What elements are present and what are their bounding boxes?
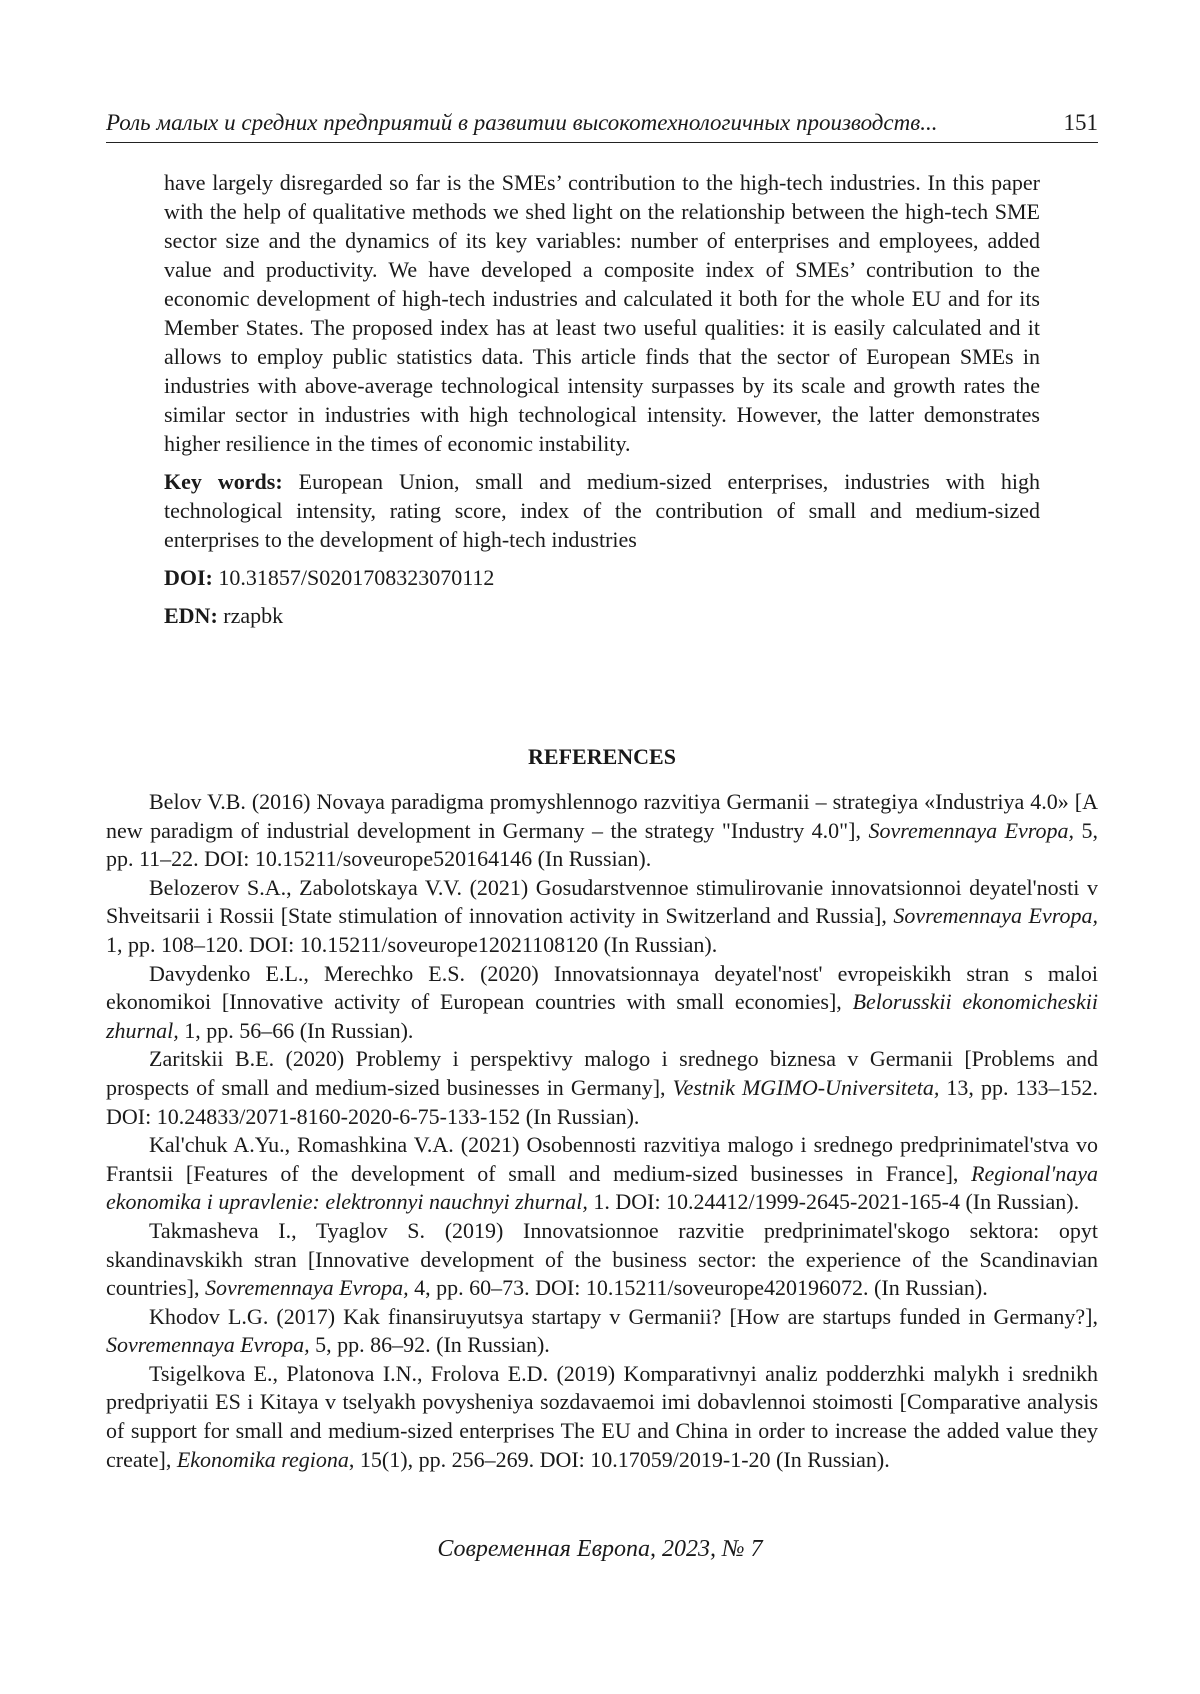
abstract-text: have largely disregarded so far is the SMEs’ contribution to the high-tech industries. In this paper with the help of qualitative methods we shed light on the relationship between the high-tech SME sector size and the dynamics of its key variables: number of enterprises and employees, added value and productivity. We have developed a composite index of SMEs’ contribution to the economic development of high-tech industries and calculated it both for the whole EU and for its Member States. The proposed index has at least two useful qualities: it is easily calculated and it allows to employ public statistics data. This article finds that the sector of European SMEs in industries with above-average technological intensity surpasses by its scale and growth rates the similar sector in industries with high technological intensity. However, the latter demonstrates higher resilience in the times of economic instability. bbox=[164, 170, 1040, 456]
reference-details: 13, pp. 133–152. DOI: 10.24833/2071-8160-2020-6-75-133-152 (In Russian). bbox=[106, 1074, 1098, 1129]
reference-text: Khodov L.G. (2017) Kak finansiruyutsya startapy v Germanii? [How are startups funded in Germany?], bbox=[149, 1303, 1098, 1329]
keywords-label: Key words: bbox=[164, 469, 283, 494]
reference-item bbox=[106, 1303, 1098, 1360]
edn-value: rzapbk bbox=[223, 603, 284, 628]
reference-text: Belozerov S.A., Zabolotskaya V.V. (2021) Gosudarstvennoe stimulirovanie innovatsionnoi deyatel'nosti v Shveitsarii i Rossii [State stimulation of innovation activity in Switzerland and Russia], bbox=[106, 874, 1098, 929]
reference-journal: Ekonomika regiona bbox=[176, 1446, 349, 1472]
journal-footer: Современная Европа, 2023, № 7 bbox=[437, 1536, 763, 1562]
reference-text: Tsigelkova E., Platonova I.N., Frolova E.D. (2019) Komparativnyi analiz podderzhki malykh i srednikh predpriyatii ES i Kitaya v tselyakh povysheniya sozdavaemoi imi dobavlennoi stoimosti [Comparative analysis of support for small and medium-sized enterprises The EU and China in order to increase the added value they create], bbox=[106, 1360, 1098, 1472]
reference-details: 1. DOI: 10.24412/1999-2645-2021-165-4 (In Russian). bbox=[587, 1189, 1080, 1215]
edn bbox=[164, 601, 1040, 630]
doi bbox=[164, 563, 1040, 592]
edn-label: EDN: bbox=[164, 603, 218, 628]
reference-details: 1, pp. 108–120. DOI: 10.15211/soveurope12021108120 (In Russian). bbox=[106, 931, 718, 957]
reference-journal: Sovremennaya Evropa, bbox=[204, 1275, 409, 1301]
reference-text: Belov V.B. (2016) Novaya paradigma promyshlennogo razvitiya Germanii – strategiya «Industriya 4.0» [A new paradigm of industrial development in Germany – the strategy "Industry 4.0"], bbox=[106, 789, 1098, 843]
keywords bbox=[164, 467, 1040, 554]
reference-item bbox=[106, 1131, 1098, 1217]
references-heading: REFERENCES bbox=[528, 744, 676, 769]
doi-value: 10.31857/S0201708323070112 bbox=[218, 565, 495, 590]
page-number: 151 bbox=[1063, 110, 1098, 135]
keywords-text: European Union, small and medium-sized enterprises, industries with high technological intensity, rating score, index of the contribution of small and medium-sized enterprises to the development of high-tech industries bbox=[164, 469, 1041, 552]
reference-item bbox=[106, 1217, 1098, 1303]
reference-item bbox=[106, 874, 1098, 960]
reference-journal: Regional'naya ekonomika i upravlenie: elektronnyi nauchnyi zhurnal, bbox=[106, 1160, 1098, 1215]
reference-details: 5, pp. 11–22. DOI: 10.15211/soveurope520164146 (In Russian). bbox=[106, 817, 1099, 872]
reference-text: Zaritskii B.E. (2020) Problemy i perspektivy malogo i srednego biznesa v Germanii [Problems and prospects of small and medium-sized businesses in Germany], bbox=[106, 1046, 1098, 1100]
reference-text: Kal'chuk A.Yu., Romashkina V.A. (2021) Osobennosti razvitiya malogo i srednego predprinimatel'stva vo Frantsii [Features of the development of small and medium-sized businesses in France], bbox=[106, 1132, 1098, 1186]
reference-journal: Belorusskii ekonomicheskii zhurnal, bbox=[106, 989, 1098, 1043]
reference-text: Davydenko E.L., Merechko E.S. (2020) Innovatsionnaya deyatel'nost' evropeiskikh stran s maloi ekonomikoi [Innovative activity of European countries with small economies], bbox=[106, 960, 1098, 1015]
reference-journal: Sovremennaya Evropa, bbox=[893, 903, 1098, 929]
reference-journal: Vestnik MGIMO-Universiteta, bbox=[672, 1074, 940, 1100]
reference-item bbox=[106, 788, 1098, 874]
reference-details: , 15(1), pp. 256–269. DOI: 10.17059/2019-1-20 (In Russian). bbox=[348, 1446, 890, 1472]
reference-details: 5, pp. 86–92. (In Russian). bbox=[309, 1332, 550, 1358]
reference-item bbox=[106, 1360, 1098, 1474]
reference-text: Takmasheva I., Tyaglov S. (2019) Innovatsionnoe razvitie predprinimatel'skogo sektora: opyt skandinavskikh stran [Innovative development of the business sector: the experience of the Scandinavian countries], bbox=[106, 1217, 1098, 1301]
reference-journal: Sovremennaya Evropa, bbox=[106, 1332, 310, 1358]
abstract-section bbox=[164, 168, 1040, 639]
reference-details: 1, pp. 56–66 (In Russian). bbox=[178, 1017, 414, 1043]
reference-journal: Sovremennaya Evropa, bbox=[868, 817, 1075, 843]
references-list bbox=[106, 788, 1098, 1474]
reference-item bbox=[106, 1045, 1098, 1131]
reference-item bbox=[106, 960, 1098, 1046]
doi-label: DOI: bbox=[164, 565, 213, 590]
running-title: Роль малых и средних предприятий в развитии высокотехнологичных производств... bbox=[106, 110, 938, 135]
reference-details: 4, pp. 60–73. DOI: 10.15211/soveurope420196072. (In Russian). bbox=[408, 1275, 988, 1301]
running-head bbox=[106, 106, 1098, 143]
